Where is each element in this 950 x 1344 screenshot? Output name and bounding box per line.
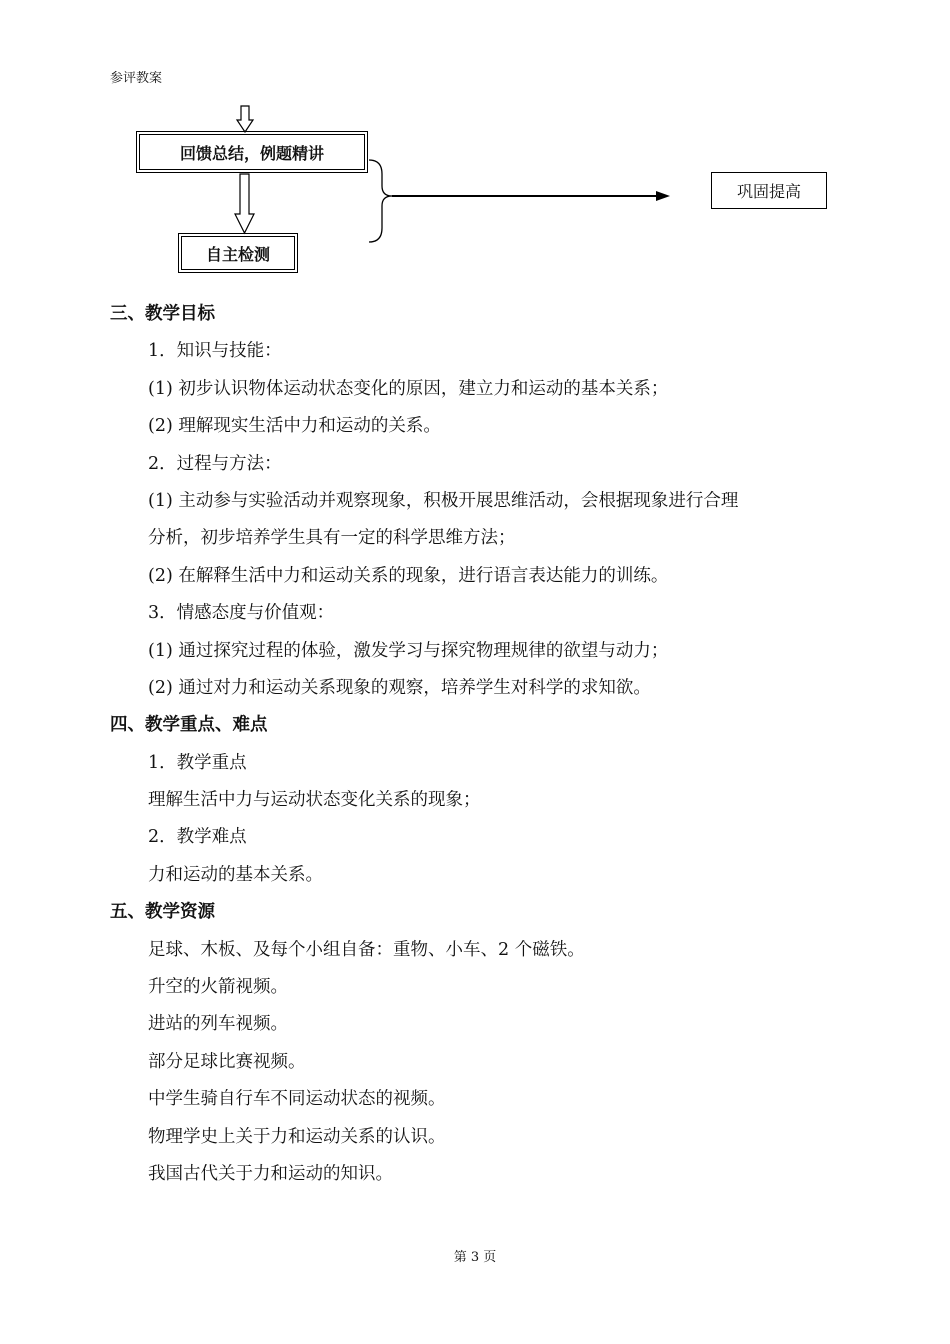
paragraph: 1．知识与技能：: [148, 341, 282, 362]
paragraph: 1．教学重点: [148, 752, 247, 773]
paragraph: 3．情感态度与价值观：: [148, 603, 335, 624]
paragraph: (2) 在解释生活中力和运动关系的现象，进行语言表达能力的训练。: [148, 565, 669, 586]
paragraph: 力和运动的基本关系。: [148, 864, 323, 885]
paragraph: (2) 通过对力和运动关系现象的观察，培养学生对科学的求知欲。: [148, 677, 651, 698]
right-arrow-icon: [656, 191, 670, 201]
paragraph: 中学生骑自行车不同运动状态的视频。: [148, 1089, 446, 1110]
down-arrow-icon: [235, 174, 254, 233]
flow-box-consolidate: 巩固提高: [711, 172, 827, 209]
paragraph: 2．过程与方法：: [148, 453, 282, 474]
section-heading: 三、教学目标: [110, 304, 215, 324]
paragraph: (1) 初步认识物体运动状态变化的原因，建立力和运动的基本关系；: [148, 378, 669, 399]
section-heading: 四、教学重点、难点: [110, 715, 268, 736]
document-body: [110, 296, 830, 1193]
paragraph: 升空的火箭视频。: [148, 977, 288, 998]
paragraph: 进站的列车视频。: [148, 1014, 288, 1035]
paragraph: (1) 主动参与实验活动并观察现象，积极开展思维活动，会根据现象进行合理: [148, 490, 739, 511]
paragraph: 2．教学难点: [148, 827, 247, 848]
paragraph: 物理学史上关于力和运动关系的认识。: [148, 1126, 446, 1147]
flow-box-self-test: 自主检测: [178, 233, 298, 273]
flow-box-feedback-summary: 回馈总结，例题精讲: [136, 131, 368, 173]
paragraph: 理解生活中力与运动状态变化关系的现象；: [148, 790, 481, 811]
paragraph: 足球、木板、及每个小组自备：重物、小车、2 个磁铁。: [148, 939, 585, 960]
curly-brace: [369, 160, 392, 242]
page-number: 第 3 页: [453, 1250, 497, 1265]
section-heading: 五、教学资源: [110, 902, 215, 923]
paragraph: (2) 理解现实生活中力和运动的关系。: [148, 416, 441, 437]
paragraph: (1) 通过探究过程的体验，激发学习与探究物理规律的欲望与动力；: [148, 640, 669, 661]
down-arrow-icon: [237, 106, 253, 132]
paragraph: 分析，初步培养学生具有一定的科学思维方法；: [148, 528, 516, 549]
page-header: 参评教案: [110, 71, 163, 86]
paragraph: 部分足球比赛视频。: [148, 1051, 306, 1072]
paragraph: 我国古代关于力和运动的知识。: [148, 1163, 393, 1184]
